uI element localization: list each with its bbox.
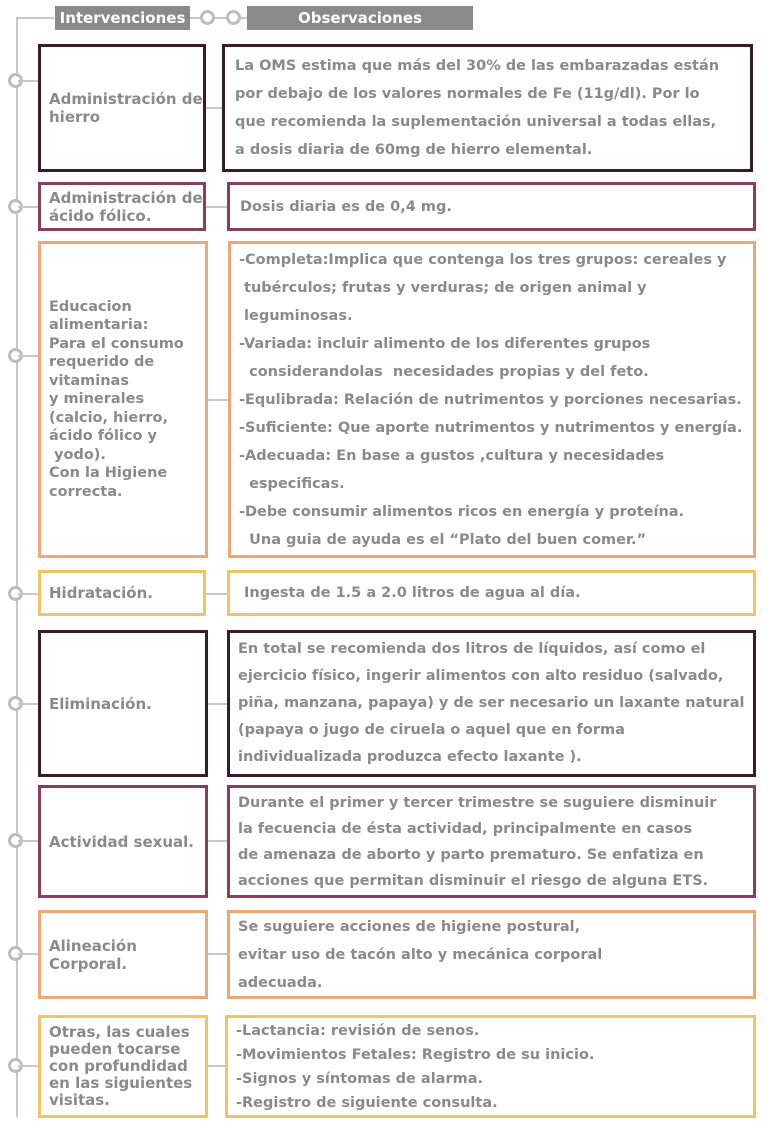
intervention-label: Educacion alimentaria: Para el consumo requerido de vitaminas y minerales (calcio, hierro, ácido fólico y yodo). Con la Higiene correcta. — [49, 298, 184, 500]
header-tag-intervenciones: Intervenciones — [55, 6, 190, 30]
row-connector — [18, 1065, 38, 1067]
intervention-label: Alineación Corporal. — [49, 936, 137, 973]
intervention-box — [38, 182, 206, 231]
observation-line: de amenaza de aborto y parto prematuro. Se enfatiza en — [238, 846, 704, 863]
row-connector — [208, 703, 228, 705]
observation-box — [228, 241, 756, 558]
observation-line: a dosis diaria de 60mg de hierro elemental. — [235, 142, 593, 158]
observation-line: leguminosas. — [239, 307, 353, 324]
intervention-box — [38, 1015, 208, 1118]
header-connector — [190, 17, 250, 19]
observation-line: acciones que permitan disminuir el riesgo de alguna ETS. — [238, 872, 709, 889]
observation-box — [227, 570, 756, 616]
row-connector — [18, 80, 38, 82]
row-connector — [18, 840, 38, 842]
intervention-box — [38, 44, 206, 172]
observation-box — [227, 630, 756, 777]
observation-line: -Lactancia: revisión de senos. — [236, 1022, 480, 1039]
observation-line: -Adecuada: En base a gustos ,cultura y necesidades — [239, 447, 665, 464]
observation-line: considerandolas necesidades propias y del feto. — [239, 363, 649, 380]
observation-box — [222, 44, 753, 172]
observation-line: especificas. — [239, 475, 345, 492]
observation-box — [227, 785, 756, 898]
observation-line: ejercicio físico, ingerir alimentos con alto residuo (salvado, — [238, 668, 724, 684]
intervention-box — [38, 570, 206, 616]
timeline-top-line — [16, 17, 54, 19]
row-connector — [206, 206, 228, 208]
row-connector — [18, 206, 38, 208]
observation-line: (papaya o jugo de ciruela o aquel que en forma — [238, 722, 625, 738]
row-connector — [206, 107, 223, 109]
observation-line: En total se recomienda dos litros de líquidos, así como el — [238, 641, 706, 657]
observation-line: Dosis diaria es de 0,4 mg. — [240, 198, 452, 215]
row-connector — [206, 593, 228, 595]
row-connector — [18, 593, 38, 595]
row-connector — [18, 953, 38, 955]
observation-line: piña, manzana, papaya) y de ser necesario un laxante natural — [238, 695, 745, 711]
observation-line: que recomienda la suplementación universal a todas ellas, — [235, 114, 717, 130]
row-connector — [208, 953, 228, 955]
row-connector — [208, 399, 228, 401]
observation-line: Se suguiere acciones de higiene postural, — [238, 918, 581, 935]
observation-line: Ingesta de 1.5 a 2.0 litros de agua al día. — [244, 585, 581, 601]
observation-line: -Equlibrada: Relación de nutrimentos y porciones necesarias. — [239, 391, 742, 408]
observation-line: -Debe consumir alimentos ricos en energía y proteína. — [239, 503, 685, 520]
row-connector — [18, 355, 38, 357]
row-connector — [208, 840, 228, 842]
row-connector — [208, 1065, 226, 1067]
intervention-box — [38, 910, 208, 999]
observation-box — [227, 910, 756, 999]
observation-line: -Variada: incluir alimento de los diferentes grupos — [239, 335, 651, 352]
observation-line: -Suficiente: Que aporte nutrimentos y nutrimentos y energía. — [239, 419, 743, 436]
observation-line: individualizada produzca efecto laxante ). — [238, 749, 582, 765]
observation-line: evitar uso de tacón alto y mecánica corporal — [238, 946, 603, 963]
observation-line: adecuada. — [238, 974, 323, 991]
intervention-label: Otras, las cuales pueden tocarse con profundidad en las siguientes visitas. — [49, 1023, 193, 1109]
intervention-label: Eliminación. — [49, 694, 152, 713]
row-connector — [18, 703, 38, 705]
observation-line: tubérculos; frutas y verduras; de origen animal y — [239, 279, 647, 296]
intervention-box — [38, 241, 208, 558]
intervention-label: Administración de ácido fólico. — [49, 188, 203, 225]
intervention-box — [38, 630, 208, 777]
intervention-label: Hidratación. — [49, 584, 153, 602]
observation-line: -Movimientos Fetales: Registro de su inicio. — [236, 1046, 595, 1063]
observation-line: -Registro de siguiente consulta. — [236, 1094, 498, 1111]
observation-box — [227, 182, 756, 231]
observation-box — [225, 1015, 756, 1118]
observation-line: por debajo de los valores normales de Fe (11g/dl). Por lo — [235, 86, 700, 102]
header-connector-node-2 — [226, 10, 241, 25]
observation-line: Durante el primer y tercer trimestre se suguiere disminuir — [238, 794, 717, 811]
intervention-label: Administración de hierro — [49, 90, 203, 126]
observation-line: La OMS estima que más del 30% de las embarazadas están — [235, 58, 720, 74]
header-connector-node-1 — [200, 10, 215, 25]
observation-line: la fecuencia de ésta actividad, principalmente en casos — [238, 820, 693, 837]
observation-line: -Completa:Implica que contenga los tres grupos: cereales y — [239, 251, 727, 268]
intervention-label: Actividad sexual. — [49, 832, 194, 851]
observation-line: -Signos y síntomas de alarma. — [236, 1070, 484, 1087]
intervention-box — [38, 785, 208, 898]
observation-line: Una guia de ayuda es el “Plato del buen comer.” — [239, 531, 647, 548]
header-tag-observaciones: Observaciones — [247, 6, 473, 30]
